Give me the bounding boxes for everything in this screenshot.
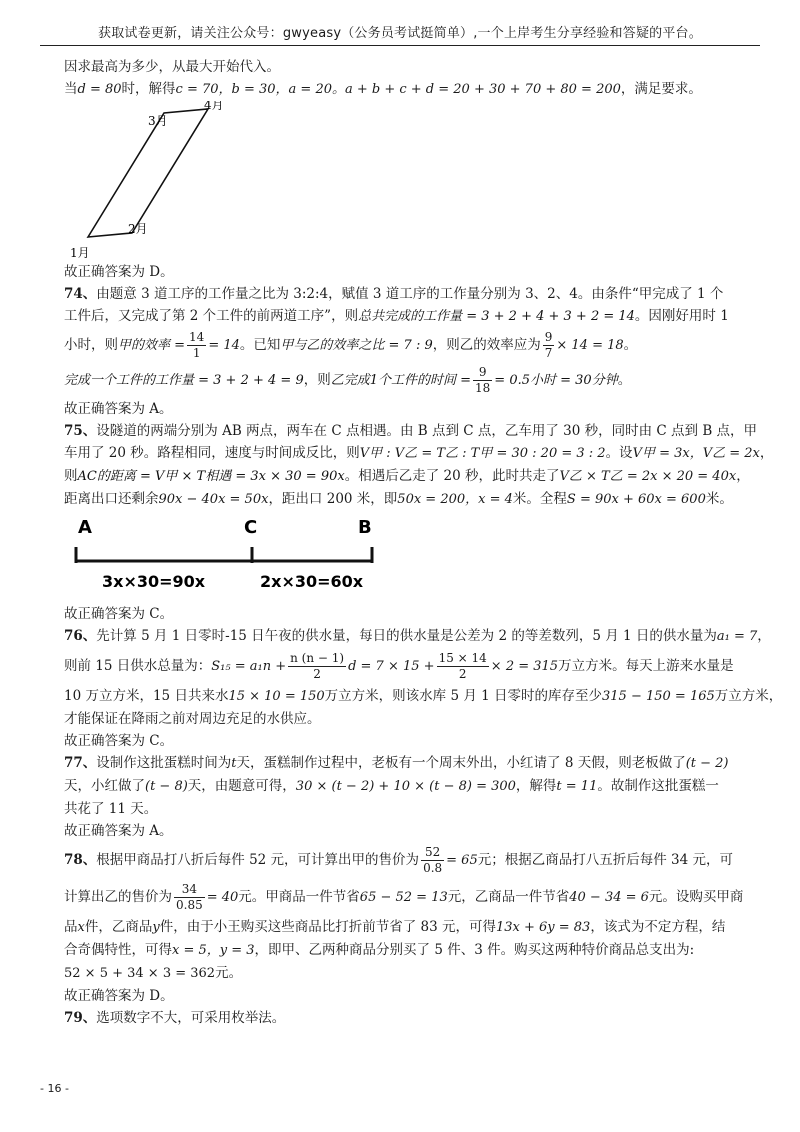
q76-line-1	[64, 625, 771, 648]
text: 工件后，又完成了第 2 个工件的前两道工序”，则	[64, 308, 359, 324]
text: 。	[617, 372, 632, 388]
text: 米。	[705, 491, 733, 507]
text: 合奇偶特性，可得	[64, 942, 172, 958]
page-header: 获取试卷更新，请关注公众号：gwyeasy（公务员考试挺简单）,一个上岸考生分享经验和答疑的平台。	[98, 26, 702, 41]
text: 。因刚好用时 1	[634, 308, 729, 324]
math: × 14 = 18	[556, 338, 624, 353]
math: 乙完成1个工件的时间 =	[330, 373, 472, 388]
text: ，	[736, 468, 750, 484]
text: 当	[64, 81, 78, 97]
text: 设制作这批蛋糕时间为	[96, 755, 232, 771]
math: 总共完成的工作量 = 3 + 2 + 4 + 3 + 2 = 14	[358, 309, 635, 324]
q79-line-1	[64, 1007, 740, 1029]
numerator: 9	[544, 330, 553, 344]
q75-line-2	[64, 442, 774, 465]
answer-line: 故正确答案为 C。	[64, 606, 174, 622]
text: ，距出口 200 米，即	[268, 491, 398, 507]
text: ，则	[303, 372, 331, 388]
q74-line-2	[64, 305, 740, 328]
text: 品	[64, 919, 78, 935]
math: t = 11	[556, 779, 598, 794]
point-b-label: B	[358, 517, 372, 538]
label-feb: 2月	[128, 222, 148, 236]
text: 万立方米，则该水库 5 月 1 日零时的库存至少	[324, 688, 603, 704]
segment-ac-label: 3x×30=90x	[102, 572, 206, 591]
text: 时，解得	[121, 81, 176, 97]
page-content	[64, 56, 783, 1029]
text: 元。甲商品一件节省	[238, 889, 360, 905]
question-number: 76、	[64, 628, 97, 644]
math: 65 − 52 = 13	[359, 890, 448, 905]
fraction	[421, 845, 444, 876]
text: ，满足要求。	[620, 81, 702, 97]
point-c-label: C	[244, 517, 258, 538]
parallelogram-figure	[64, 101, 264, 261]
q77-line-2	[64, 775, 740, 798]
question-number: 77、	[64, 755, 97, 771]
answer-line: 故正确答案为 A。	[64, 401, 173, 417]
denominator: 0.85	[176, 898, 203, 912]
text: 车用了 20 秒。路程相同，速度与时间成反比，则	[64, 445, 360, 461]
text: 选项数字不大，可采用枚举法。	[96, 1010, 286, 1026]
fraction	[437, 651, 489, 682]
parallelogram-svg	[64, 101, 264, 261]
text: 则	[64, 468, 78, 484]
math: = 0.5小时 = 30分钟	[494, 373, 618, 388]
answer-line: 故正确答案为 D。	[64, 988, 174, 1004]
numerator: 15 × 14	[438, 651, 487, 665]
q77-line-1	[64, 752, 740, 775]
q75-line-1	[64, 420, 758, 442]
text: ，即甲、乙两种商品分别买了 5 件、3 件。购买这两种特价商品总支出为:	[254, 942, 695, 958]
parallelogram-shape	[88, 109, 208, 237]
denominator: 7	[544, 346, 553, 360]
math: (t − 8)	[145, 779, 188, 794]
math: S₁₅ = a₁n +	[211, 659, 287, 674]
text: 设隧道的两端分别为 AB 两点，两车在 C 点相遇。由 B 点到 C 点，乙车用了 30 秒，同时由 C 点到 B 点，甲	[96, 423, 758, 439]
answer-line: 故正确答案为 D。	[64, 264, 174, 280]
text: 元。设购买甲商	[648, 889, 744, 905]
numerator: n (n − 1)	[290, 651, 345, 665]
text: 元。	[215, 965, 243, 981]
text: 由题意 3 道工序的工作量之比为 3:2:4，赋值 3 道工序的工作量分别为 3、2、4。由条件“甲完成了 1 个	[96, 286, 724, 302]
fraction	[174, 882, 205, 913]
denominator: 2	[458, 667, 467, 681]
answer-line: 故正确答案为 C。	[64, 733, 174, 749]
text: 件，由于小王购买这些商品比打折前节省了 83 元，可得	[159, 919, 496, 935]
math: V甲 = 3x，V乙 = 2x	[632, 446, 760, 461]
math: 30 × (t − 2) + 10 × (t − 8) = 300	[295, 779, 516, 794]
text: 万立方米。每天上游来水量是	[558, 658, 734, 674]
math: y	[152, 920, 160, 935]
math: t	[231, 756, 237, 771]
math: = 65	[446, 853, 478, 868]
q78-line-1	[64, 842, 740, 879]
text: 天，由题意可得，	[187, 778, 296, 794]
denominator: 2	[313, 667, 321, 681]
text: 小时，则	[64, 337, 118, 353]
math: 完成一个工件的工作量 = 3 + 2 + 4 = 9	[64, 373, 304, 388]
text: 件，乙商品	[84, 919, 153, 935]
point-a-label: A	[78, 517, 92, 538]
q78-line-5	[64, 962, 740, 985]
text: 根据甲商品打八折后每件 52 元，可计算出甲的售价为	[96, 852, 420, 868]
math: V乙 × T乙 = 2x × 20 = 40x	[559, 469, 737, 484]
math: a₁ = 7	[716, 629, 758, 644]
question-number: 78、	[64, 852, 97, 868]
math: (t − 2)	[685, 756, 729, 771]
text: 。	[623, 337, 638, 353]
question-number: 74、	[64, 286, 97, 302]
math: 甲与乙的效率之比 = 7 : 9	[280, 338, 433, 353]
text: ，该式为不定方程，结	[590, 919, 726, 935]
intro-line-1: 因求最高为多少，从最大开始代入。	[64, 59, 280, 75]
numerator: 52	[421, 845, 444, 861]
numerator: 34	[174, 882, 205, 898]
math: S = 90x + 60x = 600	[566, 492, 706, 507]
text: 。相遇后乙走了 20 秒，此时共走了	[344, 468, 560, 484]
text: 10 万立方米，15 日共来水	[64, 688, 229, 704]
text: 天，蛋糕制作过程中，老板有一个周末外出，小红请了 8 天假，则老板做了	[236, 755, 686, 771]
q76-line-3	[64, 685, 783, 708]
numerator: 14	[189, 330, 205, 344]
text: 距离出口还剩余	[64, 491, 159, 507]
math: c = 70，b = 30，a = 20。a + b + c + d = 20 + 30 + 70 + 80 = 200	[175, 82, 621, 97]
label-apr: 4月	[204, 101, 224, 112]
fraction	[288, 651, 346, 682]
text: 先计算 5 月 1 日零时-15 日午夜的供水量，每日的供水量是公差为 2 的等差数列，5 月 1 日的供水量为	[96, 628, 717, 644]
intro-line-2	[64, 78, 740, 101]
fraction	[187, 330, 206, 361]
math: 52 × 5 + 34 × 3 = 362	[64, 966, 216, 981]
math: = 14	[208, 338, 240, 353]
q78-line-3	[64, 916, 740, 939]
text: 万立方米，	[714, 688, 783, 704]
q78-line-2	[64, 879, 744, 916]
math: × 2 = 315	[490, 659, 559, 674]
page-number: - 16 -	[40, 1082, 69, 1095]
text: ，解得	[515, 778, 557, 794]
answer-line: 故正确答案为 A。	[64, 823, 173, 839]
text: ，则乙的效率应为	[432, 337, 541, 353]
math: d = 7 × 15 +	[348, 659, 435, 674]
q74-line-3	[64, 328, 740, 363]
math: 90x − 40x = 50x	[158, 492, 269, 507]
numerator: 9	[473, 365, 492, 381]
fraction	[543, 330, 555, 361]
q75-line-4	[64, 488, 740, 511]
text: ，	[757, 628, 771, 644]
fraction	[473, 365, 492, 396]
math: d = 80	[77, 82, 122, 97]
denominator: 0.8	[423, 861, 443, 875]
q75-line-3	[64, 465, 750, 488]
tunnel-svg	[72, 517, 392, 597]
math: V甲 : V乙 = T乙 : T甲 = 30 : 20 = 3 : 2	[359, 446, 606, 461]
math: 15 × 10 = 150	[228, 689, 325, 704]
math: 50x = 200，x = 4	[397, 492, 513, 507]
text: 天，小红做了	[64, 778, 145, 794]
math: 315 − 150 = 165	[602, 689, 715, 704]
math: x = 5，y = 3	[172, 943, 255, 958]
tunnel-figure	[72, 517, 392, 597]
text: ，	[759, 445, 774, 461]
text: 。设	[605, 445, 633, 461]
math: 13x + 6y = 83	[495, 920, 591, 935]
math: = 40	[206, 890, 239, 905]
math: x	[77, 920, 85, 935]
text: 则前 15 日供水总量为：	[64, 658, 212, 674]
denominator: 18	[475, 381, 491, 395]
text: 元，乙商品一件节省	[447, 889, 570, 905]
q76-line-4: 才能保证在降雨之前对周边充足的水供应。	[64, 711, 321, 727]
text: 。已知	[239, 337, 281, 353]
math: AC的距离 = V甲 × T相遇 = 3x × 30 = 90x	[77, 469, 345, 484]
q78-line-4	[64, 939, 740, 962]
denominator: 1	[192, 346, 201, 360]
question-number: 75、	[64, 423, 97, 439]
text: 。故制作这批蛋糕一	[597, 778, 719, 794]
label-jan: 1月	[70, 246, 90, 260]
label-mar: 3月	[148, 114, 168, 128]
math: 40 − 34 = 6	[569, 890, 649, 905]
header-divider	[40, 45, 760, 46]
segment-cb-label: 2x×30=60x	[260, 572, 364, 591]
question-number: 79、	[64, 1010, 97, 1026]
text: 米。全程	[512, 491, 567, 507]
text: 计算出乙的售价为	[64, 889, 172, 905]
q74-line-1	[64, 283, 740, 305]
math: 甲的效率 =	[118, 338, 186, 353]
q74-line-4	[64, 363, 740, 398]
q76-line-2	[64, 648, 740, 685]
text: 元；根据乙商品打八五折后每件 34 元，可	[477, 852, 733, 868]
q77-line-3: 共花了 11 天。	[64, 801, 158, 817]
